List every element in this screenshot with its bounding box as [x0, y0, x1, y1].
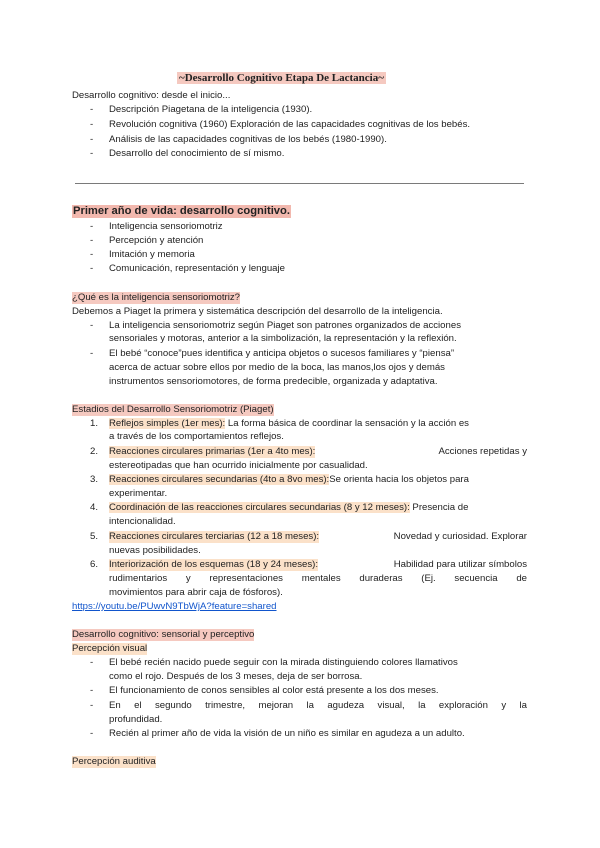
- stage-line: [109, 559, 527, 571]
- list-dash: -: [90, 134, 94, 145]
- list-item: Imitación y memoria: [109, 249, 195, 260]
- list-dash: -: [90, 728, 94, 739]
- list-dash: -: [90, 104, 94, 115]
- list-item: Percepción y atención: [109, 235, 204, 246]
- list-dash: -: [90, 148, 94, 159]
- list-item: Análisis de las capacidades cognitivas de los bebés (1980-1990).: [109, 134, 387, 145]
- stage-number: 3.: [90, 474, 99, 485]
- stage-label: Reacciones circulares primarias (1er a 4to mes):: [109, 446, 316, 457]
- list-item-line: profundidad.: [109, 714, 163, 725]
- section-heading: Estadios del Desarrollo Sensoriomotriz (Piaget): [72, 404, 274, 415]
- stage-text: Habilidad para utilizar símbolos: [393, 559, 527, 570]
- stage-line: estereotipadas que han ocurrido inicialmente por casualidad.: [109, 460, 368, 471]
- list-dash: -: [90, 685, 94, 696]
- stage-line: [109, 502, 468, 514]
- stage-text: La forma básica de coordinar la sensación y la acción es: [227, 418, 469, 429]
- stage-label: Interiorización de los esquemas (18 y 24 meses):: [109, 559, 319, 570]
- list-item-line: sensoriales y motoras, anterior a la simbolización, la representación y la reflexión.: [109, 333, 457, 344]
- horizontal-divider: [75, 183, 524, 184]
- list-dash: -: [90, 263, 94, 274]
- intro-text: Desarrollo cognitivo: desde el inicio...: [72, 90, 231, 101]
- stage-line: experimentar.: [109, 488, 168, 499]
- stage-label: Reacciones circulares secundarias (4to a 8vo mes):: [109, 474, 330, 485]
- stage-line: [109, 474, 469, 486]
- list-item: El funcionamiento de conos sensibles al color está presente a los dos meses.: [109, 685, 439, 696]
- list-dash: -: [90, 249, 94, 260]
- stage-line: [109, 446, 527, 458]
- list-dash: -: [90, 700, 94, 711]
- section-heading: ¿Qué es la inteligencia sensoriomotriz?: [72, 292, 240, 303]
- stage-text: Acciones repetidas y: [438, 446, 527, 457]
- stage-text: Novedad y curiosidad. Explorar: [393, 531, 527, 542]
- list-dash: -: [90, 320, 94, 331]
- list-item: Comunicación, representación y lenguaje: [109, 263, 285, 274]
- stage-number: 5.: [90, 531, 99, 542]
- stage-line: movimientos para abrir caja de fósforos).: [109, 587, 283, 598]
- list-dash: -: [90, 657, 94, 668]
- list-item-line: El bebé recién nacido puede seguir con la mirada distinguiendo colores llamativos: [109, 657, 458, 668]
- stage-number: 2.: [90, 446, 99, 457]
- list-dash: -: [90, 119, 94, 130]
- list-dash: -: [90, 348, 94, 359]
- stage-number: 6.: [90, 559, 99, 570]
- list-item: Desarrollo del conocimiento de sí mismo.: [109, 148, 285, 159]
- stage-text: Se orienta hacia los objetos para: [329, 474, 469, 485]
- stage-label: Coordinación de las reacciones circulares secundarias (8 y 12 meses):: [109, 502, 410, 513]
- subsection-heading: Percepción auditiva: [72, 756, 156, 767]
- paragraph: Debemos a Piaget la primera y sistemática descripción del desarrollo de la inteligencia.: [72, 306, 443, 317]
- list-item-line: instrumentos sensoriomotores, de forma predecible, organizada y adaptativa.: [109, 376, 438, 387]
- section-heading: Desarrollo cognitivo: sensorial y perceptivo: [72, 629, 255, 640]
- stage-number: 4.: [90, 502, 99, 513]
- list-dash: -: [90, 235, 94, 246]
- list-item-line: En el segundo trimestre, mejoran la agudeza visual, la exploración y la: [109, 700, 527, 711]
- list-item: Inteligencia sensoriomotriz: [109, 221, 223, 232]
- stage-line: nuevas posibilidades.: [109, 545, 201, 556]
- stage-text: Presencia de: [412, 502, 469, 513]
- list-item: Descripción Piagetana de la inteligencia (1930).: [109, 104, 313, 115]
- stage-line: [109, 531, 527, 543]
- list-item: Recién al primer año de vida la visión de un niño es similar en agudeza a un adulto.: [109, 728, 465, 739]
- stage-line: [109, 418, 469, 430]
- list-item: Revolución cognitiva (1960) Exploración de las capacidades cognitivas de los bebés.: [109, 119, 471, 130]
- stage-label: Reflejos simples (1er mes):: [109, 418, 226, 429]
- list-item-line: El bebé “conoce”pues identifica y anticipa objetos o sucesos familiares y “piensa”: [109, 348, 455, 359]
- subsection-heading: Percepción visual: [72, 643, 148, 654]
- list-item-line: como el rojo. Después de los 3 meses, deja de ser borrosa.: [109, 671, 363, 682]
- stage-line: a través de los comportamientos reflejos.: [109, 431, 284, 442]
- stage-line: intencionalidad.: [109, 516, 176, 527]
- stage-line: rudimentarios y representaciones mentales duraderas (Ej. secuencia de: [109, 573, 527, 584]
- page-title: ~Desarrollo Cognitivo Etapa De Lactancia~: [179, 72, 384, 84]
- stage-label: Reacciones circulares terciarias (12 a 18 meses):: [109, 531, 320, 542]
- list-item-line: acerca de actuar sobre ellos por medio de la boca, las manos,los ojos y demás: [109, 362, 445, 373]
- list-dash: -: [90, 221, 94, 232]
- video-link[interactable]: https://youtu.be/PUwvN9TbWjA?feature=shared: [72, 601, 277, 612]
- list-item-line: La inteligencia sensoriomotriz según Piaget son patrones organizados de acciones: [109, 320, 461, 331]
- section-heading: Primer año de vida: desarrollo cognitivo.: [73, 205, 290, 217]
- stage-number: 1.: [90, 418, 99, 429]
